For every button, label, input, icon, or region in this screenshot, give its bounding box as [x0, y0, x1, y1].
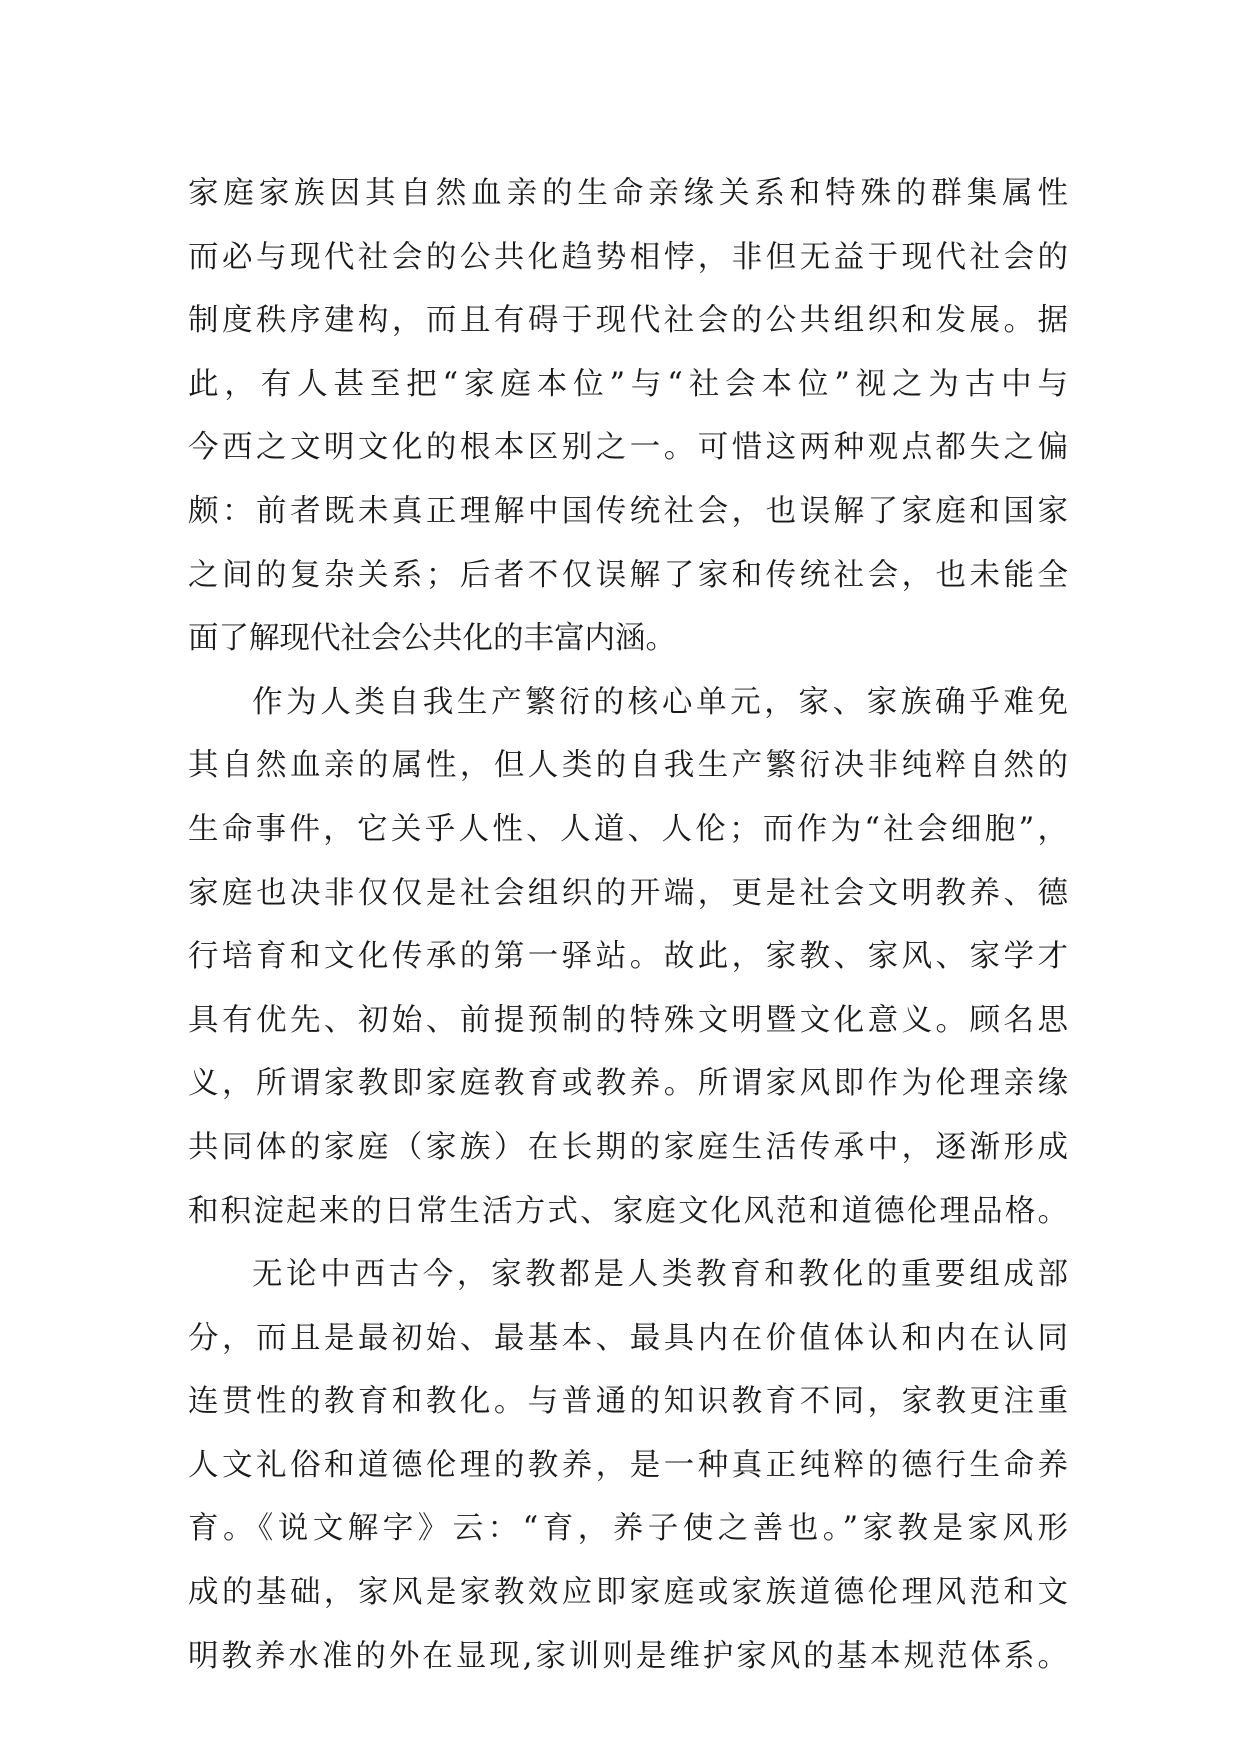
text-line: 之间的复杂关系；后者不仅误解了家和传统社会，也未能全 [188, 557, 1068, 593]
text-line: 生命事件，它关乎人性、人道、人伦；而作为“社会细胞”， [188, 811, 1068, 847]
text-line: 颇：前者既未真正理解中国传统社会，也误解了家庭和国家 [188, 493, 1068, 529]
text-line: 育。《说文解字》云：“育，养子使之善也。”家教是家风形 [188, 1511, 1068, 1547]
text-line: 家庭也决非仅仅是社会组织的开端，更是社会文明教养、德 [188, 875, 1068, 911]
paragraph-2 [188, 671, 1068, 1243]
text-line: 今西之文明文化的根本区别之一。可惜这两种观点都失之偏 [188, 430, 1068, 466]
text-line: 具有优先、初始、前提预制的特殊文明暨文化意义。顾名思 [188, 1002, 1068, 1038]
text-line: 而必与现代社会的公共化趋势相悖，非但无益于现代社会的 [188, 239, 1068, 275]
paragraph-1 [188, 162, 1068, 671]
text-line: 人文礼俗和道德伦理的教养，是一种真正纯粹的德行生命养 [188, 1447, 1068, 1483]
text-line: 作为人类自我生产繁衍的核心单元，家、家族确乎难免 [252, 684, 1068, 720]
text-line: 义，所谓家教即家庭教育或教养。所谓家风即作为伦理亲缘 [188, 1066, 1068, 1102]
text-line: 制度秩序建构，而且有碍于现代社会的公共组织和发展。据 [188, 303, 1068, 339]
text-line: 成的基础，家风是家教效应即家庭或家族道德伦理风范和文 [188, 1575, 1068, 1611]
text-line: 明教养水准的外在显现,家训则是维护家风的基本规范体系。 [188, 1638, 1068, 1674]
text-line: 面了解现代社会公共化的丰富内涵。 [188, 621, 676, 657]
text-line: 其自然血亲的属性，但人类的自我生产繁衍决非纯粹自然的 [188, 748, 1068, 784]
text-line: 连贯性的教育和教化。与普通的知识教育不同，家教更注重 [188, 1384, 1068, 1420]
text-line: 共同体的家庭（家族）在长期的家庭生活传承中，逐渐形成 [188, 1129, 1068, 1165]
paragraph-3 [188, 1243, 1068, 1688]
body-text [188, 162, 1068, 1688]
text-line: 无论中西古今，家教都是人类教育和教化的重要组成部 [252, 1257, 1068, 1293]
text-line: 分，而且是最初始、最基本、最具内在价值体认和内在认同 [188, 1320, 1068, 1356]
text-line: 行培育和文化传承的第一驿站。故此，家教、家风、家学才 [188, 939, 1068, 975]
text-line: 和积淀起来的日常生活方式、家庭文化风范和道德伦理品格。 [188, 1193, 1068, 1229]
text-line: 家庭家族因其自然血亲的生命亲缘关系和特殊的群集属性 [188, 176, 1068, 211]
text-line: 此，有人甚至把“家庭本位”与“社会本位”视之为古中与 [188, 366, 1068, 402]
